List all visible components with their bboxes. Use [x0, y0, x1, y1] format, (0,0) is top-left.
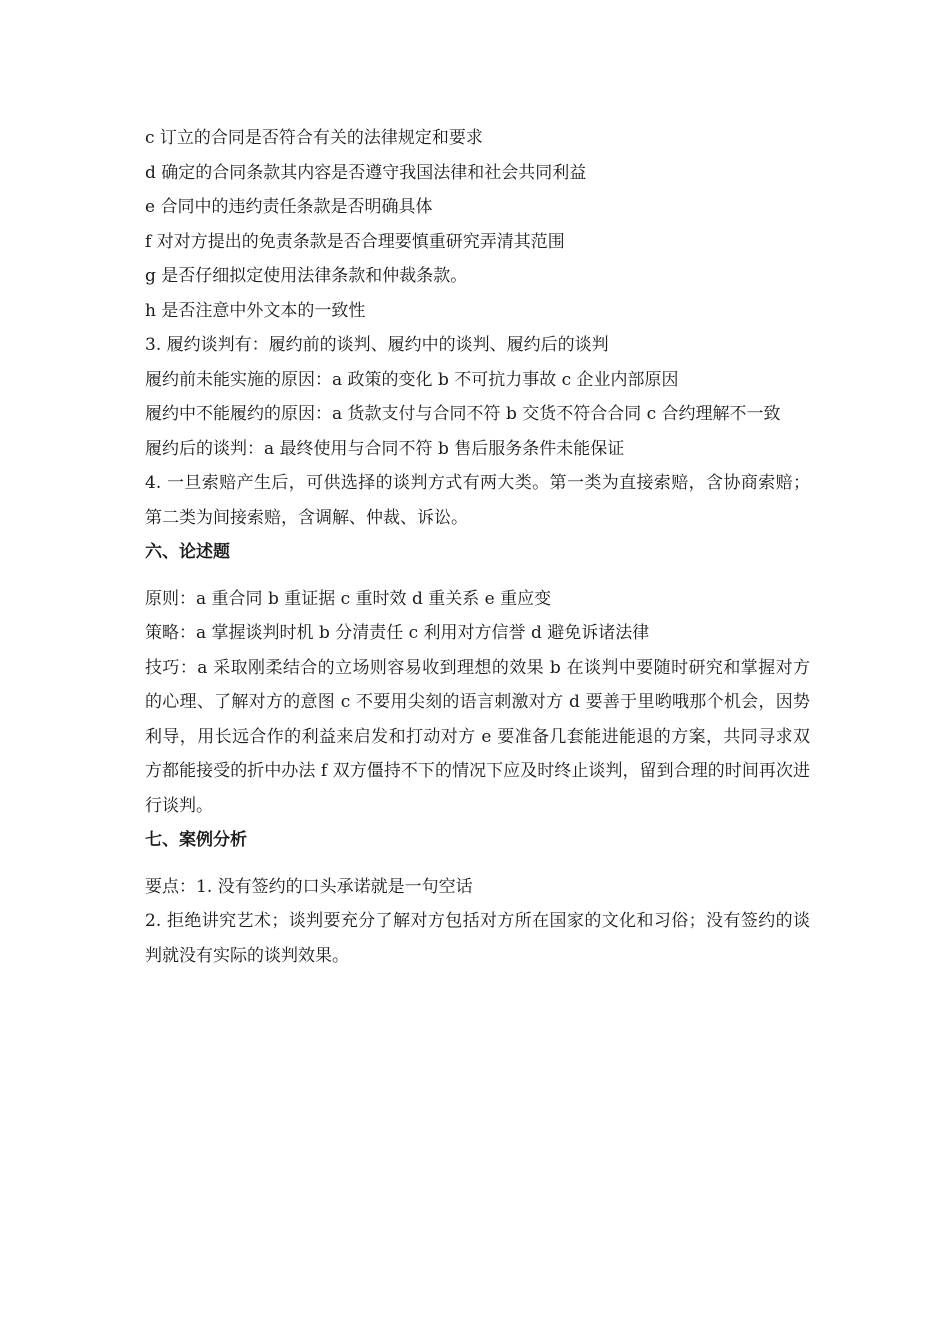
paragraph-principles: 原则：a 重合同 b 重证据 c 重时效 d 重关系 e 重应变 — [145, 588, 552, 609]
heading-essay-questions: 六、论述题 — [145, 542, 230, 562]
paragraph-key-point-2: 2. 拒绝讲究艺术；谈判要充分了解对方包括对方所在国家的文化和习俗；没有签约的谈判就没有实际的谈判效果。 — [145, 911, 810, 966]
paragraph-post-performance: 履约后的谈判：a 最终使用与合同不符 b 售后服务条件未能保证 — [145, 438, 625, 459]
paragraph-key-point-1: 要点：1. 没有签约的口头承诺就是一句空话 — [145, 876, 473, 897]
paragraph-contract-terms-content: d 确定的合同条款其内容是否遵守我国法律和社会共同利益 — [145, 162, 587, 183]
paragraph-performance-negotiation: 3. 履约谈判有：履约前的谈判、履约中的谈判、履约后的谈判 — [145, 335, 609, 355]
paragraph-claim-methods: 4. 一旦索赔产生后，可供选择的谈判方式有两大类。第一类为直接索赔，含协商索赔；第二类为间接索赔，含调解、仲裁、诉讼。 — [145, 473, 810, 528]
paragraph-exemption-clauses: f 对对方提出的免责条款是否合理要慎重研究弄清其范围 — [145, 231, 565, 252]
paragraph-mid-performance-reasons: 履约中不能履约的原因：a 货款支付与合同不符 b 交货不符合合同 c 合约理解不一致 — [145, 404, 781, 424]
heading-spacer — [145, 858, 810, 870]
paragraph-pre-performance-reasons: 履约前未能实施的原因：a 政策的变化 b 不可抗力事故 c 企业内部原因 — [145, 369, 679, 390]
paragraph-text-consistency: h 是否注意中外文本的一致性 — [145, 300, 366, 321]
heading-spacer — [145, 570, 810, 582]
heading-case-analysis: 七、案例分析 — [145, 830, 247, 850]
paragraph-contract-law-compliance: c 订立的合同是否符合有关的法律规定和要求 — [145, 128, 483, 148]
document-body — [145, 121, 810, 973]
paragraph-strategies: 策略：a 掌握谈判时机 b 分清责任 c 利用对方信誉 d 避免诉诸法律 — [145, 623, 650, 643]
paragraph-breach-liability: e 合同中的违约责任条款是否明确具体 — [145, 197, 433, 217]
paragraph-law-arbitration-clauses: g 是否仔细拟定使用法律条款和仲裁条款。 — [145, 266, 468, 286]
paragraph-techniques: 技巧：a 采取刚柔结合的立场则容易收到理想的效果 b 在谈判中要随时研究和掌握对方的心理、了解对方的意图 c 不要用尖刻的语言刺激对方 d 要善于里哟哦那个机会，因势利导，用长远合作的利益来启发和打动对方 e 要准备几套能进能退的方案，共同寻求双方都能接受的折中办法 f 双方僵持不下的情况下应及时终止谈判，留到合理的时间再次进行谈判。 — [145, 657, 810, 816]
